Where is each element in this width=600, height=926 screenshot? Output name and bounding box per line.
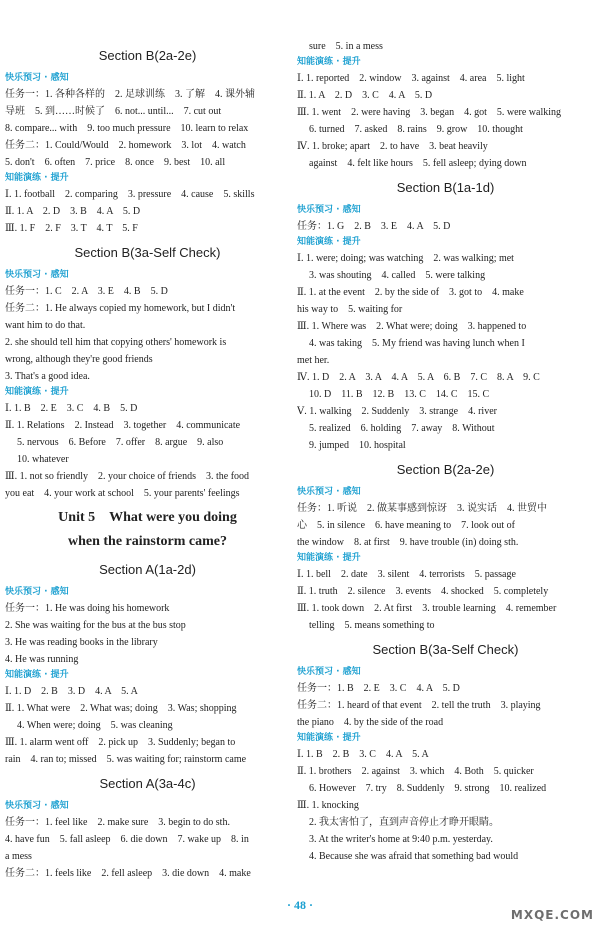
subsection-label: 知能演练 · 提升: [5, 387, 69, 397]
answer-line: 4. When were; doing 5. was cleaning: [17, 720, 173, 731]
unit-title-line-1: Unit 5 What were you doing: [58, 510, 237, 525]
unit-title-line-2: when the rainstorm came?: [67, 534, 228, 549]
answer-line: the piano 4. by the side of the road: [297, 717, 444, 728]
answer-line: telling 5. means something to: [309, 620, 435, 631]
answer-line: 4. He was running: [5, 654, 79, 665]
answer-line: 3. That's a good idea.: [5, 371, 90, 382]
subsection-label: 快乐预习 · 感知: [5, 270, 69, 280]
answer-line: 5. nervous 6. Before 7. offer 8. argue 9. also: [17, 437, 224, 448]
answer-line: Ⅲ. 1. Where was 2. What were; doing 3. happened to: [297, 321, 527, 332]
section-heading: Section B(2a-2e): [98, 48, 197, 63]
answer-line: the window 8. at first 9. have trouble (in) doing sth.: [297, 537, 519, 548]
answer-line: Ⅱ. 1. A 2. D 3. B 4. A 5. D: [5, 206, 141, 217]
answer-line: a mess: [5, 851, 32, 862]
answer-line: Ⅱ. 1. brothers 2. against 3. which 4. Both 5. quicker: [297, 766, 534, 777]
subsection-label: 知能演练 · 提升: [297, 57, 361, 67]
left-column: [5, 40, 290, 882]
subsection-label: 快乐预习 · 感知: [5, 801, 69, 811]
answer-line: against 4. felt like hours 5. fell asleep; dying down: [309, 158, 527, 169]
answer-line: 4. Because she was afraid that something bad would: [309, 851, 519, 862]
subsection-label: 快乐预习 · 感知: [5, 587, 69, 597]
section-heading: Section B(3a-Self Check): [372, 642, 519, 657]
answer-line: 3. was shouting 4. called 5. were talking: [309, 270, 486, 281]
answer-line: 任务：1. G 2. B 3. E 4. A 5. D: [297, 221, 451, 232]
answer-line: 任务一：1. 各种各样的 2. 足球训练 3. 了解 4. 课外辅: [5, 89, 255, 100]
answer-line: 9. jumped 10. hospital: [309, 440, 406, 451]
subsection-label: 知能演练 · 提升: [5, 670, 69, 680]
answer-line: rain 4. ran to; missed 5. was waiting for; rainstorm came: [5, 754, 247, 765]
answer-line: 任务二：1. Could/Would 2. homework 3. lot 4. watch: [5, 140, 246, 151]
answer-line: 任务二：1. feels like 2. fell asleep 3. die down 4. make: [5, 868, 251, 879]
answer-line: met her.: [297, 355, 330, 366]
answer-line: 8. compare... with 9. too much pressure 10. learn to relax: [5, 123, 249, 134]
answer-line: Ⅰ. 1. B 2. E 3. C 4. B 5. D: [5, 403, 138, 414]
answer-line: 3. At the writer's home at 9:40 p.m. yesterday.: [309, 834, 493, 845]
answer-line: 任务一：1. C 2. A 3. E 4. B 5. D: [5, 286, 168, 297]
answer-line: Ⅳ. 1. broke; apart 2. to have 3. beat heavily: [297, 141, 488, 152]
right-column: [297, 38, 594, 865]
answer-line: Ⅱ. 1. Relations 2. Instead 3. together 4. communicate: [5, 420, 241, 431]
answer-line: Ⅲ. 1. F 2. F 3. T 4. T 5. F: [5, 223, 138, 234]
section-heading: Section B(2a-2e): [396, 462, 495, 477]
answer-line: 2. She was waiting for the bus at the bus stop: [5, 620, 186, 631]
subsection-label: 快乐预习 · 感知: [297, 487, 361, 497]
answer-line: 任务二：1. He always copied my homework, but I didn't: [5, 303, 236, 314]
answer-line: 2. 我太害怕了，直到声音停止才睁开眼睛。: [309, 817, 499, 828]
answer-line: Ⅱ. 1. A 2. D 3. C 4. A 5. D: [297, 90, 433, 101]
answer-line: you eat 4. your work at school 5. your parents' feelings: [5, 488, 240, 499]
answer-line: Ⅴ. 1. walking 2. Suddenly 3. strange 4. river: [297, 406, 497, 417]
answer-line: Ⅰ. 1. were; doing; was watching 2. was walking; met: [297, 253, 514, 264]
answer-line: wrong, although they're good friends: [5, 354, 153, 365]
subsection-label: 知能演练 · 提升: [297, 553, 361, 563]
answer-line: Ⅲ. 1. alarm went off 2. pick up 3. Suddenly; began to: [5, 737, 236, 748]
answer-line: sure 5. in a mess: [309, 41, 383, 52]
answer-line: Ⅰ. 1. reported 2. window 3. against 4. area 5. light: [297, 73, 525, 84]
answer-line: 4. have fun 5. fall asleep 6. die down 7. wake up 8. in: [5, 834, 249, 845]
answer-line: 任务：1. 听说 2. 做某事感到惊讶 3. 说实话 4. 世贸中: [297, 503, 547, 514]
answer-line: 任务一：1. He was doing his homework: [5, 603, 170, 614]
watermark-logo: MXQE.COM: [510, 908, 594, 922]
answer-line: 心 5. in silence 6. have meaning to 7. look out of: [297, 520, 516, 531]
answer-line: Ⅲ. 1. went 2. were having 3. began 4. got 5. were walking: [297, 107, 562, 118]
subsection-label: 快乐预习 · 感知: [297, 667, 361, 677]
answer-line: his way to 5. waiting for: [297, 304, 403, 315]
answer-line: 6. However 7. try 8. Suddenly 9. strong 10. realized: [309, 783, 547, 794]
answer-line: 2. she should tell him that copying others' homework is: [5, 337, 227, 348]
answer-line: Ⅰ. 1. B 2. B 3. C 4. A 5. A: [297, 749, 429, 760]
unit-title: [5, 506, 290, 554]
section-heading: Section A(3a-4c): [99, 776, 196, 791]
answer-line: Ⅲ. 1. not so friendly 2. your choice of friends 3. the food: [5, 471, 250, 482]
answer-line: 任务一：1. B 2. E 3. C 4. A 5. D: [297, 683, 460, 694]
answer-line: 4. was taking 5. My friend was having lunch when I: [309, 338, 525, 349]
answer-line: Ⅱ. 1. at the event 2. by the side of 3. got to 4. make: [297, 287, 524, 298]
answer-line: want him to do that.: [5, 320, 86, 331]
answer-line: 5. don't 6. often 7. price 8. once 9. best 10. all: [5, 157, 226, 168]
answer-line: Ⅱ. 1. truth 2. silence 3. events 4. shocked 5. completely: [297, 586, 549, 597]
subsection-label: 知能演练 · 提升: [5, 173, 69, 183]
answer-line: 3. He was reading books in the library: [5, 637, 158, 648]
section-heading: Section A(1a-2d): [99, 562, 196, 577]
page-number: · 48 ·: [286, 898, 313, 912]
answer-line: 任务二：1. heard of that event 2. tell the truth 3. playing: [297, 700, 541, 711]
answer-line: 导班 5. 到……时候了 6. not... until... 7. cut out: [5, 106, 222, 117]
answer-line: 任务一：1. feel like 2. make sure 3. begin to do sth.: [5, 817, 230, 828]
section-heading: Section B(3a-Self Check): [74, 245, 221, 260]
answer-line: Ⅰ. 1. bell 2. date 3. silent 4. terrorists 5. passage: [297, 569, 516, 580]
answer-line: Ⅰ. 1. D 2. B 3. D 4. A 5. A: [5, 686, 138, 697]
answer-line: Ⅲ. 1. took down 2. At first 3. trouble learning 4. remember: [297, 603, 557, 614]
answer-line: Ⅰ. 1. football 2. comparing 3. pressure 4. cause 5. skills: [5, 189, 255, 200]
answer-line: 10. D 11. B 12. B 13. C 14. C 15. C: [309, 389, 490, 400]
answer-line: 5. realized 6. holding 7. away 8. Without: [309, 423, 495, 434]
subsection-label: 快乐预习 · 感知: [5, 73, 69, 83]
subsection-label: 知能演练 · 提升: [297, 237, 361, 247]
subsection-label: 知能演练 · 提升: [297, 733, 361, 743]
section-heading: Section B(1a-1d): [396, 180, 495, 195]
answer-line: Ⅳ. 1. D 2. A 3. A 4. A 5. A 6. B 7. C 8. A 9. C: [297, 372, 540, 383]
answer-line: 10. whatever: [17, 454, 69, 465]
answer-line: Ⅱ. 1. What were 2. What was; doing 3. Was; shopping: [5, 703, 237, 714]
subsection-label: 快乐预习 · 感知: [297, 205, 361, 215]
answer-line: Ⅲ. 1. knocking: [297, 800, 359, 811]
answer-line: 6. turned 7. asked 8. rains 9. grow 10. thought: [309, 124, 523, 135]
